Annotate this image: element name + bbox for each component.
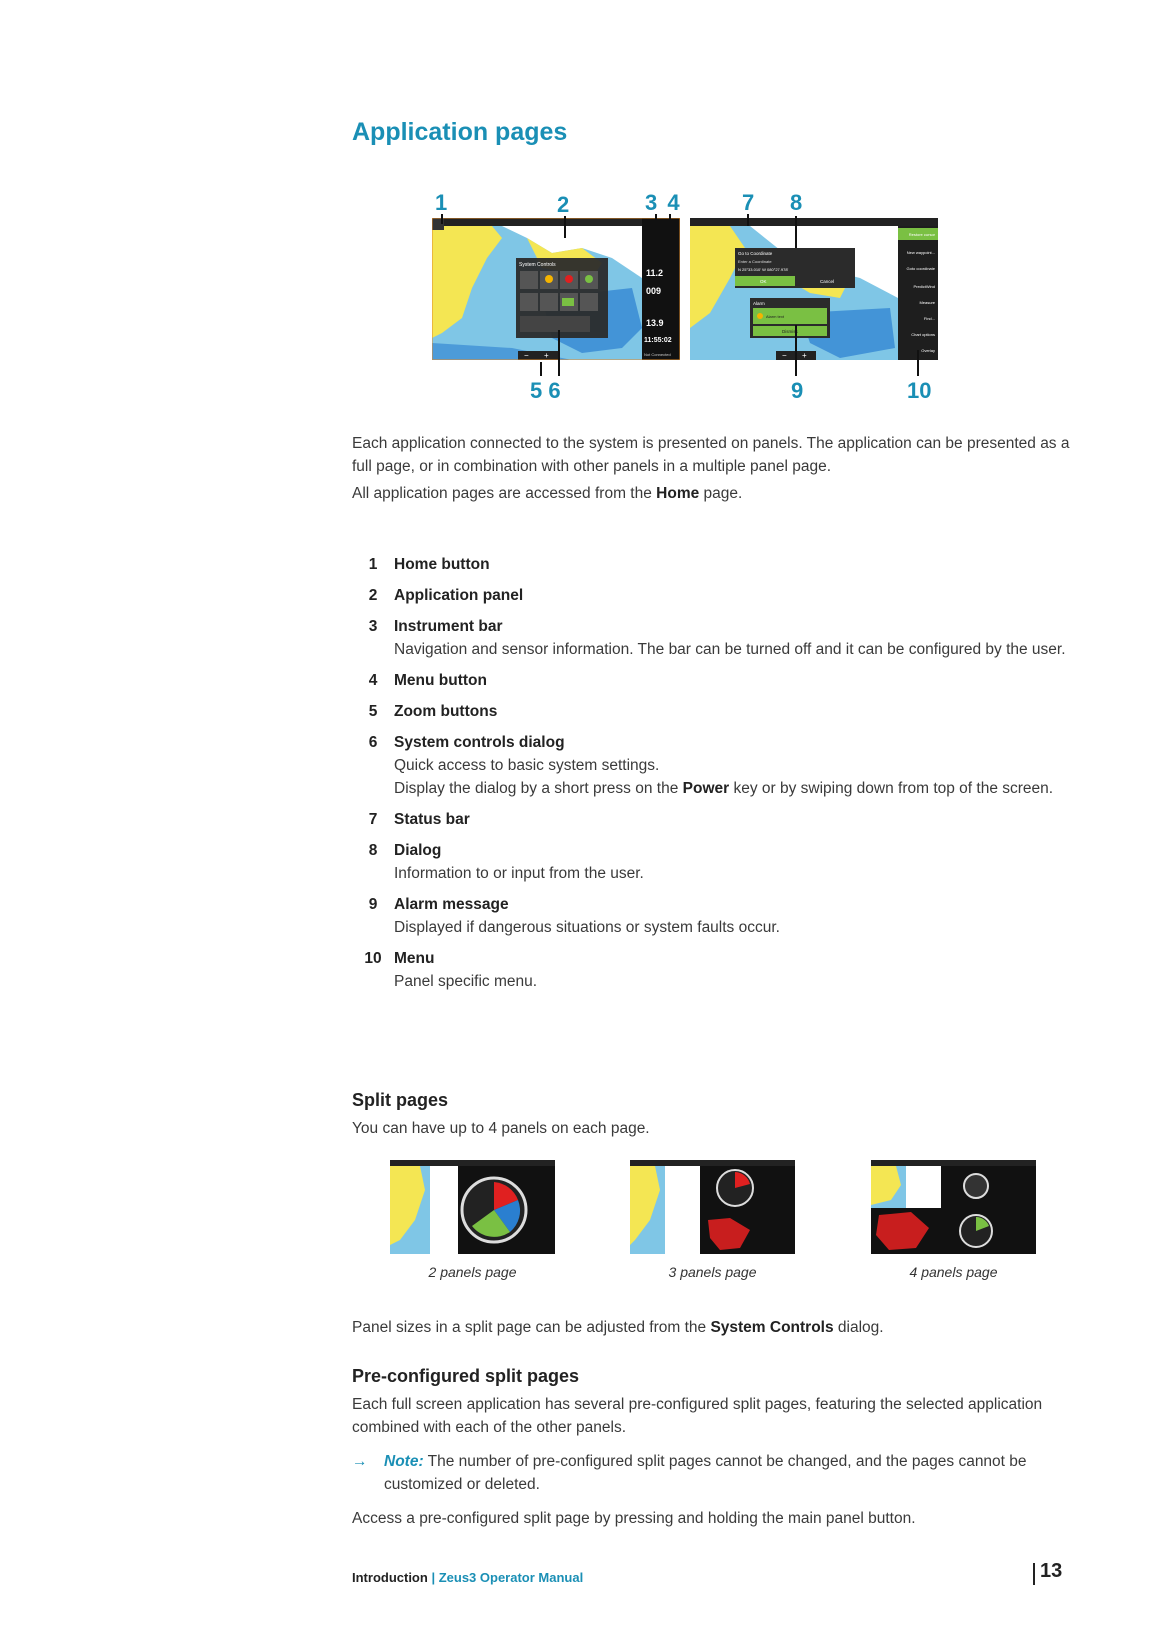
callout-legend-list	[352, 553, 1092, 1001]
list-item: 5 Zoom buttons	[368, 703, 498, 720]
callout-7: 7	[742, 190, 755, 215]
menu-item-2: New waypoint...	[906, 250, 935, 255]
caption-2-panels: 2 panels page	[428, 1264, 517, 1280]
dialog-title: Go to Coordinate	[738, 251, 773, 256]
callout-9: 9	[791, 378, 804, 403]
svg-text:−: −	[782, 351, 787, 360]
caption-4-panels: 4 panels page	[909, 1264, 998, 1280]
list-item: 3 Instrument bar Navigation and sensor information. The bar can be turned off and it can be configured by the user.	[368, 618, 1066, 658]
intro-home-note: All application pages are accessed from the Home page.	[352, 485, 743, 502]
preconfigured-heading: Pre-configured split pages	[352, 1366, 580, 1386]
instr-value-4: 11:55:02	[644, 337, 672, 344]
menu-item-3: Goto coordinate	[906, 266, 935, 271]
footer-breadcrumb: Introduction | Zeus3 Operator Manual	[352, 1570, 584, 1585]
menu-item-5: Measure	[919, 300, 935, 305]
instr-value-1: 11.2	[646, 268, 664, 278]
callout-1: 1	[435, 190, 448, 215]
list-item: 1 Home button	[368, 556, 490, 573]
callout-2: 2	[557, 192, 570, 217]
callout-10: 10	[907, 378, 932, 403]
dialog-cancel: Cancel	[820, 279, 835, 284]
intro-paragraph: Each application connected to the system is presented on panels. The application can be presented as a full page, or in combination with other panels in a multiple panel page.	[352, 435, 1070, 475]
alarm-dismiss: Dismiss	[782, 329, 798, 334]
preconfigured-text: Each full screen application has several pre-configured split pages, featuring the selected application combined with each of the other panels.	[352, 1396, 1043, 1436]
caption-3-panels: 3 panels page	[668, 1264, 757, 1280]
alarm-title: Alarm	[753, 301, 765, 306]
svg-text:+: +	[802, 351, 807, 360]
arrow-right-icon: →	[352, 1453, 368, 1470]
page-number-divider	[1033, 1563, 1035, 1585]
dialog-coords: N 25°33.010' W 080°27.978'	[738, 267, 789, 272]
list-item: 2 Application panel	[368, 587, 524, 604]
four-panels-thumbnail	[871, 1160, 1036, 1254]
split-pages-heading: Split pages	[352, 1090, 449, 1110]
instr-value-3: 13.9	[646, 318, 664, 328]
alarm-text: Alarm text	[766, 314, 785, 319]
menu-item-8: Overlay	[921, 348, 935, 353]
instr-value-2: 009	[646, 286, 662, 296]
list-item: 10 Menu Panel specific menu.	[364, 950, 538, 990]
callout-5-6: 5 6	[530, 378, 561, 403]
list-item: 9 Alarm message Displayed if dangerous situations or system faults occur.	[368, 896, 780, 936]
menu-item-4: PredictWind	[913, 284, 935, 289]
menu-item-6: Find...	[923, 316, 935, 321]
list-item: 8 Dialog Information to or input from the user.	[368, 842, 644, 882]
callout-3-4: 3 4	[645, 190, 682, 215]
split-pages-text: You can have up to 4 panels on each page.	[352, 1120, 650, 1137]
not-connected-label: Not Connected	[644, 352, 671, 357]
dialog-ok: OK	[760, 279, 767, 284]
preconfigured-note: → Note: The number of pre-configured split pages cannot be changed, and the pages cannot be customized or deleted.	[352, 1450, 1074, 1496]
dialog-subtitle: Enter a Coordinate	[738, 259, 772, 264]
two-panels-thumbnail	[390, 1160, 555, 1254]
list-item: 6 System controls dialog Quick access to basic system settings. Display the dialog by a short press on the Power key or by swiping down from top of the screen.	[368, 734, 1054, 797]
svg-text:−: −	[524, 351, 529, 360]
three-panels-thumbnail	[630, 1160, 795, 1254]
system-controls-title: System Controls	[519, 262, 556, 268]
page-title: Application pages	[352, 118, 568, 146]
page-number: 13	[1040, 1560, 1063, 1582]
callout-8: 8	[790, 190, 803, 215]
preconfigured-access-text: Access a pre-configured split page by pressing and holding the main panel button.	[352, 1510, 916, 1527]
split-size-note: Panel sizes in a split page can be adjusted from the System Controls dialog.	[352, 1319, 884, 1336]
menu-item-1: Restore cursor	[908, 232, 935, 237]
menu-item-7: Chart options	[911, 332, 935, 337]
list-item: 7 Status bar	[368, 811, 470, 828]
list-item: 4 Menu button	[368, 672, 487, 689]
callout-leader-lines	[430, 210, 950, 385]
svg-text:+: +	[544, 351, 549, 360]
